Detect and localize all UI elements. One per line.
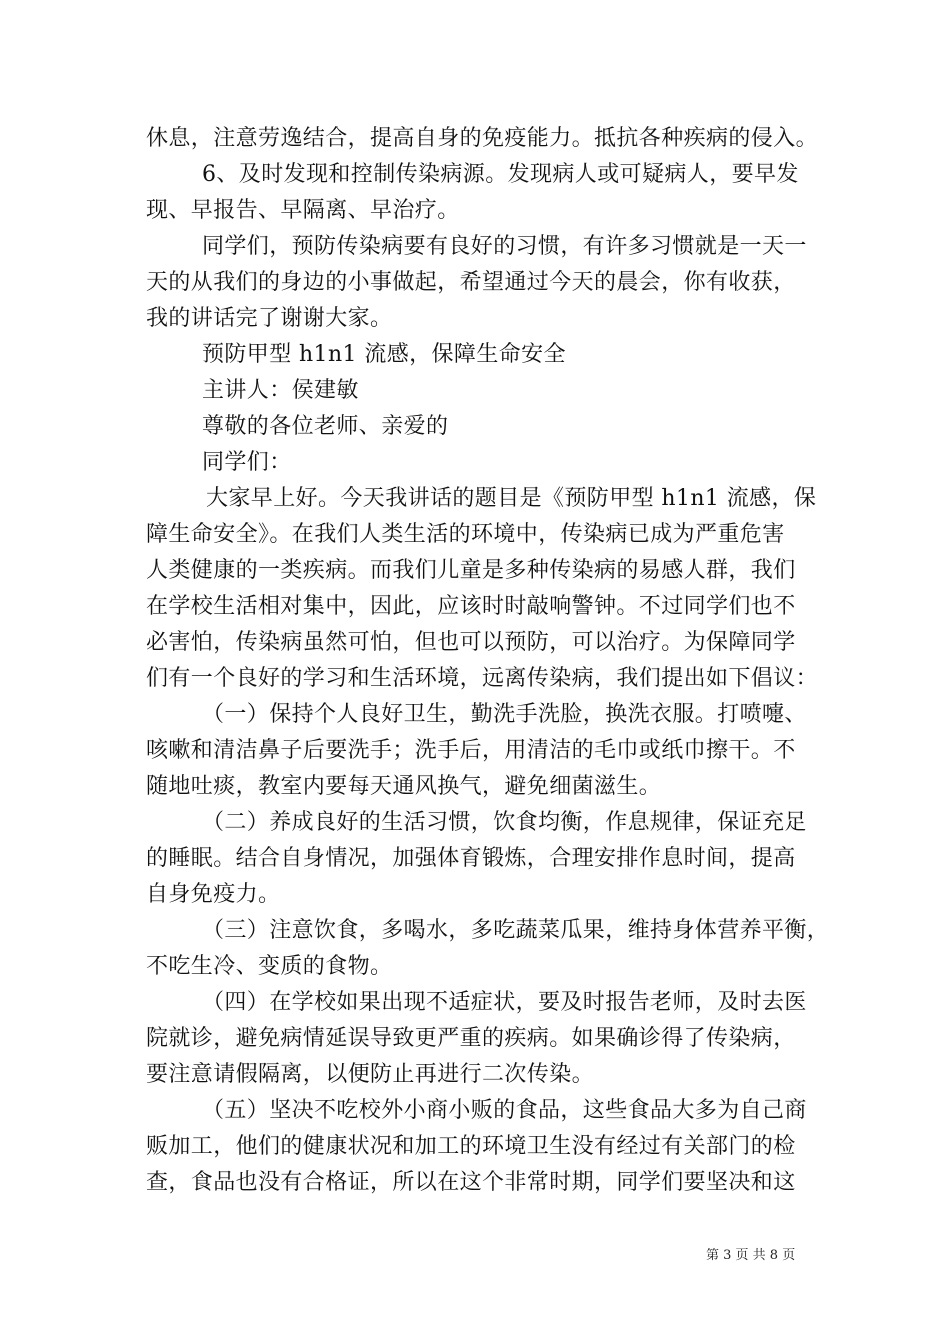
page-number-footer: 第 3 页 共 8 页 (706, 1248, 796, 1263)
text-line: （三）注意饮食，多喝水，多吃蔬菜瓜果，维持身体营养平衡， (202, 918, 830, 943)
text-line: 休息，注意劳逸结合，提高自身的免疫能力。抵抗各种疾病的侵入。 (146, 126, 819, 151)
text-line: 人类健康的一类疾病。而我们儿童是多种传染病的易感人群，我们 (146, 558, 796, 583)
text-line: 必害怕，传染病虽然可怕，但也可以预防，可以治疗。为保障同学 (146, 630, 796, 655)
text-line: 贩加工，他们的健康状况和加工的环境卫生没有经过有关部门的检 (146, 1134, 796, 1159)
text-line: （四）在学校如果出现不适症状，要及时报告老师，及时去医 (202, 990, 807, 1015)
text-line: 们有一个良好的学习和生活环境，远离传染病，我们提出如下倡议： (146, 666, 819, 691)
text-line: 大家早上好。今天我讲话的题目是《预防甲型 h1n1 流感，保 (206, 486, 817, 511)
text-line: 要注意请假隔离，以便防止再进行二次传染。 (146, 1062, 595, 1087)
text-line: 查，食品也没有合格证，所以在这个非常时期，同学们要坚决和这 (146, 1170, 796, 1195)
text-line: 的睡眠。结合自身情况，加强体育锻炼，合理安排作息时间，提高 (146, 846, 796, 871)
text-line: （一）保持个人良好卫生，勤洗手洗脸，换洗衣服。打喷嚏、 (202, 702, 807, 727)
text-line: 自身免疫力。 (146, 882, 281, 907)
text-line: （五）坚决不吃校外小商小贩的食品，这些食品大多为自己商 (202, 1098, 807, 1123)
text-line: 障生命安全》。在我们人类生活的环境中，传染病已成为严重危害 (146, 522, 785, 547)
text-line: 在学校生活相对集中，因此，应该时时敲响警钟。不过同学们也不 (146, 594, 796, 619)
text-line: 院就诊，避免病情延误导致更严重的疾病。如果确诊得了传染病， (146, 1026, 796, 1051)
salutation-line: 尊敬的各位老师、亲爱的 (202, 414, 449, 439)
text-line: （二）养成良好的生活习惯，饮食均衡，作息规律，保证充足 (202, 810, 807, 835)
text-line: 6、及时发现和控制传染病源。发现病人或可疑病人，要早发 (202, 162, 799, 187)
speaker-line: 主讲人：侯建敏 (202, 378, 359, 403)
text-line: 不吃生冷、变质的食物。 (146, 954, 393, 979)
text-line: 同学们，预防传染病要有良好的习惯，有许多习惯就是一天一 (202, 234, 807, 259)
text-line: 现、早报告、早隔离、早治疗。 (146, 198, 460, 223)
salutation-line: 同学们： (202, 450, 292, 475)
text-line: 随地吐痰，教室内要每天通风换气，避免细菌滋生。 (146, 774, 662, 799)
text-line: 我的讲话完了谢谢大家。 (146, 306, 393, 331)
text-line: 咳嗽和清洁鼻子后要洗手；洗手后，用清洁的毛巾或纸巾擦干。不 (146, 738, 796, 763)
text-line: 天的从我们的身边的小事做起，希望通过今天的晨会，你有收获， (146, 270, 796, 295)
section-title: 预防甲型 h1n1 流感，保障生命安全 (202, 342, 566, 367)
